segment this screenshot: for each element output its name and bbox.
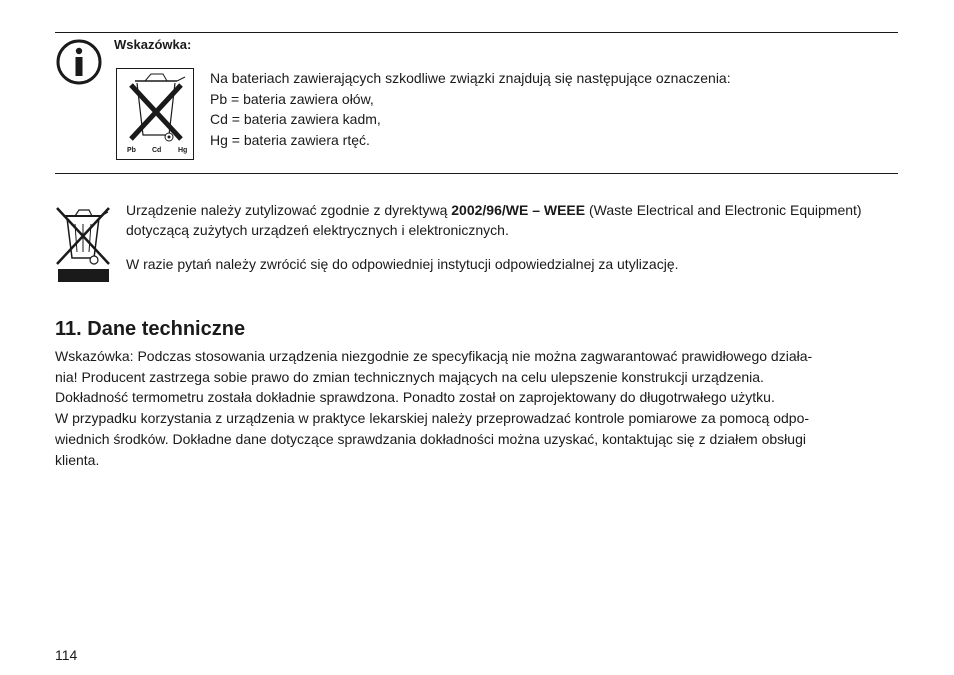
battery-label-pb: Pb <box>127 147 136 154</box>
page-number: 114 <box>55 647 78 663</box>
body-line: nia! Producent zastrzega sobie prawo do zmian technicznych mających na celu ulepszenie konstrukcji urządzenia. <box>55 368 764 385</box>
section-title: 11. Dane techniczne <box>55 318 246 340</box>
battery-label-hg: Hg <box>178 147 188 154</box>
body-line: klienta. <box>55 451 100 468</box>
body-line: W przypadku korzystania z urządzenia w praktyce lekarskiej należy przeprowadzać kontrole pomiarowe za pomocą odpo- <box>55 410 810 427</box>
weee-notice <box>126 200 896 274</box>
weee-text-before: Urządzenie należy zutylizować zgodnie z dyrektywą <box>126 202 452 218</box>
battery-symbol <box>116 68 194 160</box>
weee-paragraph <box>126 200 896 240</box>
body-line: Wskazówka: Podczas stosowania urządzenia niezgodnie ze specyfikacją nie można zagwarantować prawidłowego działa- <box>55 348 813 364</box>
weee-bin-icon <box>55 202 111 284</box>
tip-line: Pb = bateria zawiera ołów, <box>210 90 374 107</box>
tip-title: Wskazówka: <box>114 37 192 52</box>
info-icon <box>55 38 103 86</box>
middle-divider <box>55 173 898 174</box>
body-line: Dokładność termometru została dokładnie sprawdzona. Ponadto został on zaprojektowany do długotrwałego użytku. <box>55 389 775 406</box>
tip-line: Na bateriach zawierających szkodliwe związki znajdują się następujące oznaczenia: <box>210 70 731 86</box>
weee-text-after: (Waste Electrical and Electronic Equipment) dotyczącą zużytych urządzeń elektrycznych i elektronicznych. <box>126 202 862 238</box>
battery-label-cd: Cd <box>152 147 162 154</box>
tip-line: Cd = bateria zawiera kadm, <box>210 111 381 127</box>
tip-text <box>210 68 731 150</box>
tip-line: Hg = bateria zawiera rtęć. <box>210 131 370 148</box>
body-line: wiednich środków. Dokładne dane dotyczące sprawdzania dokładności można uzyskać, kontaktując się z działem obsługi <box>55 430 806 447</box>
weee-contact-paragraph: W razie pytań należy zwrócić się do odpowiedniej instytucji odpowiedzialnej za utylizację. <box>126 256 679 272</box>
weee-directive: 2002/96/WE – WEEE <box>451 202 586 218</box>
section-body <box>55 346 812 470</box>
top-divider <box>55 32 898 33</box>
